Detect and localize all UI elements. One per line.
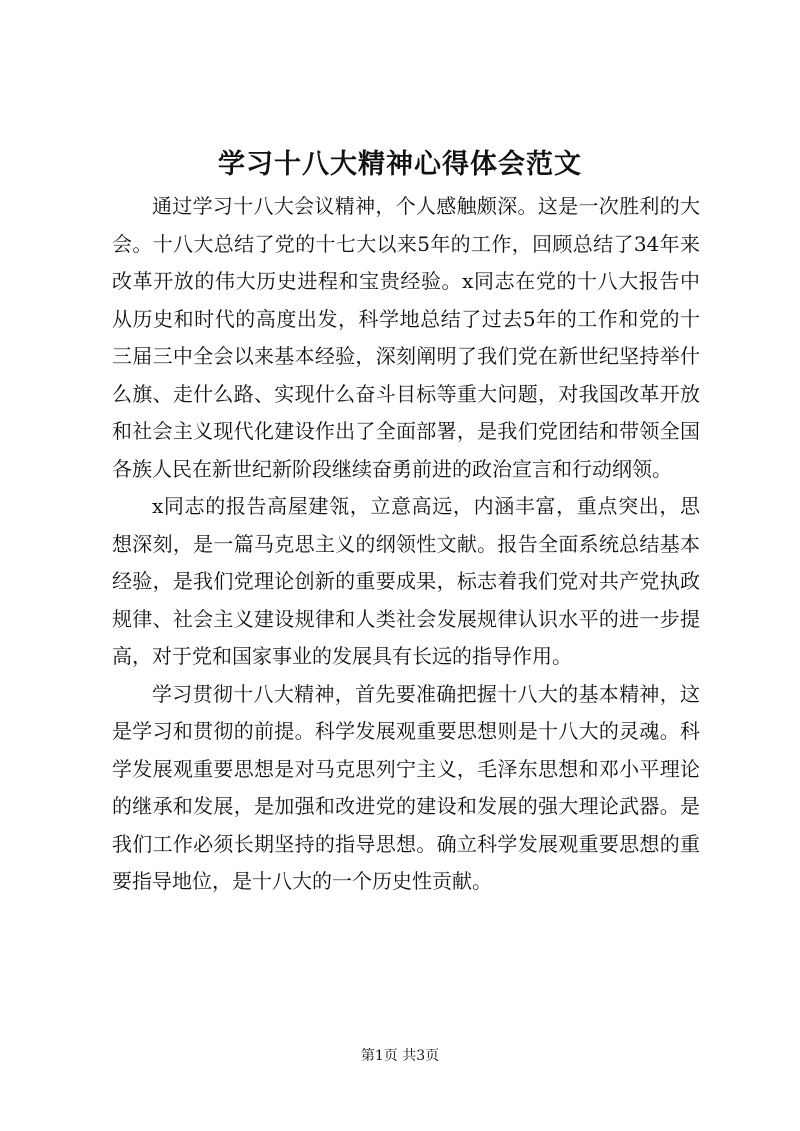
document-title: 学习十八大精神心得体会范文 <box>218 149 582 180</box>
paragraph-1: 通过学习十八大会议精神，个人感触颇深。这是一次胜利的大会。十八大总结了党的十七大以来5年的工作，回顾总结了34年来改革开放的伟大历史进程和宝贵经验。x同志在党的十八大报告中从历史和时代的高度出发，科学地总结了过去5年的工作和党的十三届三中全会以来基本经验，深刻阐明了我们党在新世纪坚持举什么旗、走什么路、实现什么奋斗目标等重大问题，对我国改革开放和社会主义现代化建设作出了全面部署，是我们党团结和带领全国各族人民在新世纪新阶段继续奋勇前进的政治宣言和行动纲领。 <box>112 194 700 481</box>
page-footer: 第1页 共3页 <box>360 1048 440 1064</box>
paragraph-2: x同志的报告高屋建瓴，立意高远，内涵丰富，重点突出，思想深刻，是一篇马克思主义的纲领性文献。报告全面系统总结基本经验，是我们党理论创新的重要成果，标志着我们党对共产党执政规律、社会主义建设规律和人类社会发展规律认识水平的进一步提高，对于党和国家事业的发展具有长远的指导作用。 <box>112 494 700 668</box>
document-body <box>112 188 700 901</box>
paragraph-3: 学习贯彻十八大精神，首先要准确把握十八大的基本精神，这是学习和贯彻的前提。科学发展观重要思想则是十八大的灵魂。科学发展观重要思想是对马克思列宁主义，毛泽东思想和邓小平理论的继承和发展，是加强和改进党的建设和发展的强大理论武器。是我们工作必须长期坚持的指导思想。确立科学发展观重要思想的重要指导地位，是十八大的一个历史性贡献。 <box>112 681 700 893</box>
